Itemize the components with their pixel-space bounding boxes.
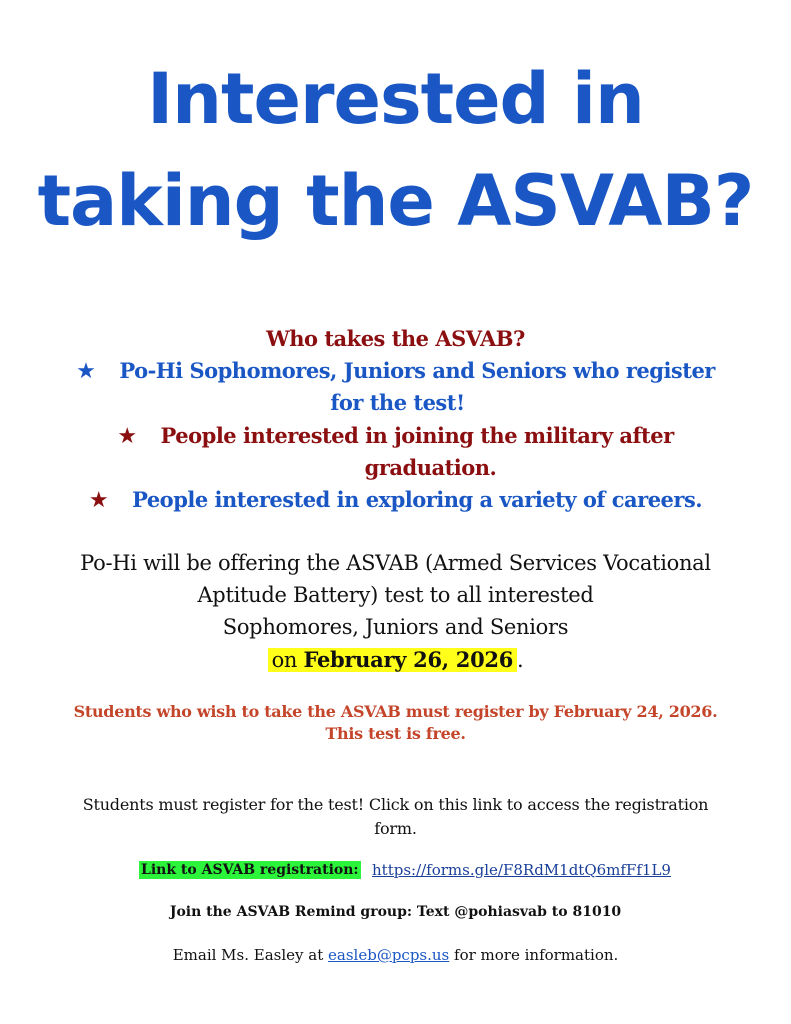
contact-suffix: for more information. <box>449 946 619 964</box>
bullet-3-line-1: People interested in exploring a variety of careers. <box>132 487 703 512</box>
star-icon: ★ <box>76 359 96 384</box>
email-link[interactable]: easleb@pcps.us <box>328 946 450 964</box>
title-line-2: taking the ASVAB? <box>37 160 754 242</box>
who-heading: Who takes the ASVAB? <box>266 326 525 351</box>
offering-line-3: Sophomores, Juniors and Seniors <box>222 615 569 639</box>
bullet-2-line-1: People interested in joining the military after <box>160 423 674 448</box>
date-suffix: . <box>517 648 524 672</box>
on-prefix: on <box>271 648 304 672</box>
offering-line-1: Po-Hi will be offering the ASVAB (Armed Services Vocational <box>80 551 711 575</box>
registration-link[interactable]: https://forms.gle/F8RdM1dtQ6mfFf1L9 <box>372 861 671 879</box>
remind-line: Join the ASVAB Remind group: Text @pohiasvab to 81010 <box>169 904 622 920</box>
contact-prefix: Email Ms. Easley at <box>172 946 329 964</box>
contact-line <box>0 946 791 964</box>
registration-link-label: Link to ASVAB registration: <box>141 862 359 878</box>
register-line-2: form. <box>374 819 417 838</box>
test-date: February 26, 2026 <box>303 647 514 672</box>
title-line-1: Interested in <box>147 58 644 140</box>
bullet-1-line-1: Po-Hi Sophomores, Juniors and Seniors who register <box>119 358 715 383</box>
bullet-1-line-2: for the test! <box>330 390 465 415</box>
bullet-2-line-2: graduation. <box>364 455 497 480</box>
register-line-1: Students must register for the test! Click on this link to access the registration <box>82 795 709 814</box>
deadline-line-2: This test is free. <box>325 724 466 743</box>
deadline-line-1: Students who wish to take the ASVAB must register by February 24, 2026. <box>73 702 718 721</box>
offering-date-line <box>0 647 791 672</box>
offering-line-2: Aptitude Battery) test to all interested <box>197 583 594 607</box>
star-icon: ★ <box>88 488 109 513</box>
date-highlight <box>268 648 517 672</box>
bullet-3 <box>0 487 791 513</box>
star-icon: ★ <box>117 424 137 449</box>
bullet-2 <box>0 423 791 449</box>
bullet-1 <box>0 358 791 384</box>
